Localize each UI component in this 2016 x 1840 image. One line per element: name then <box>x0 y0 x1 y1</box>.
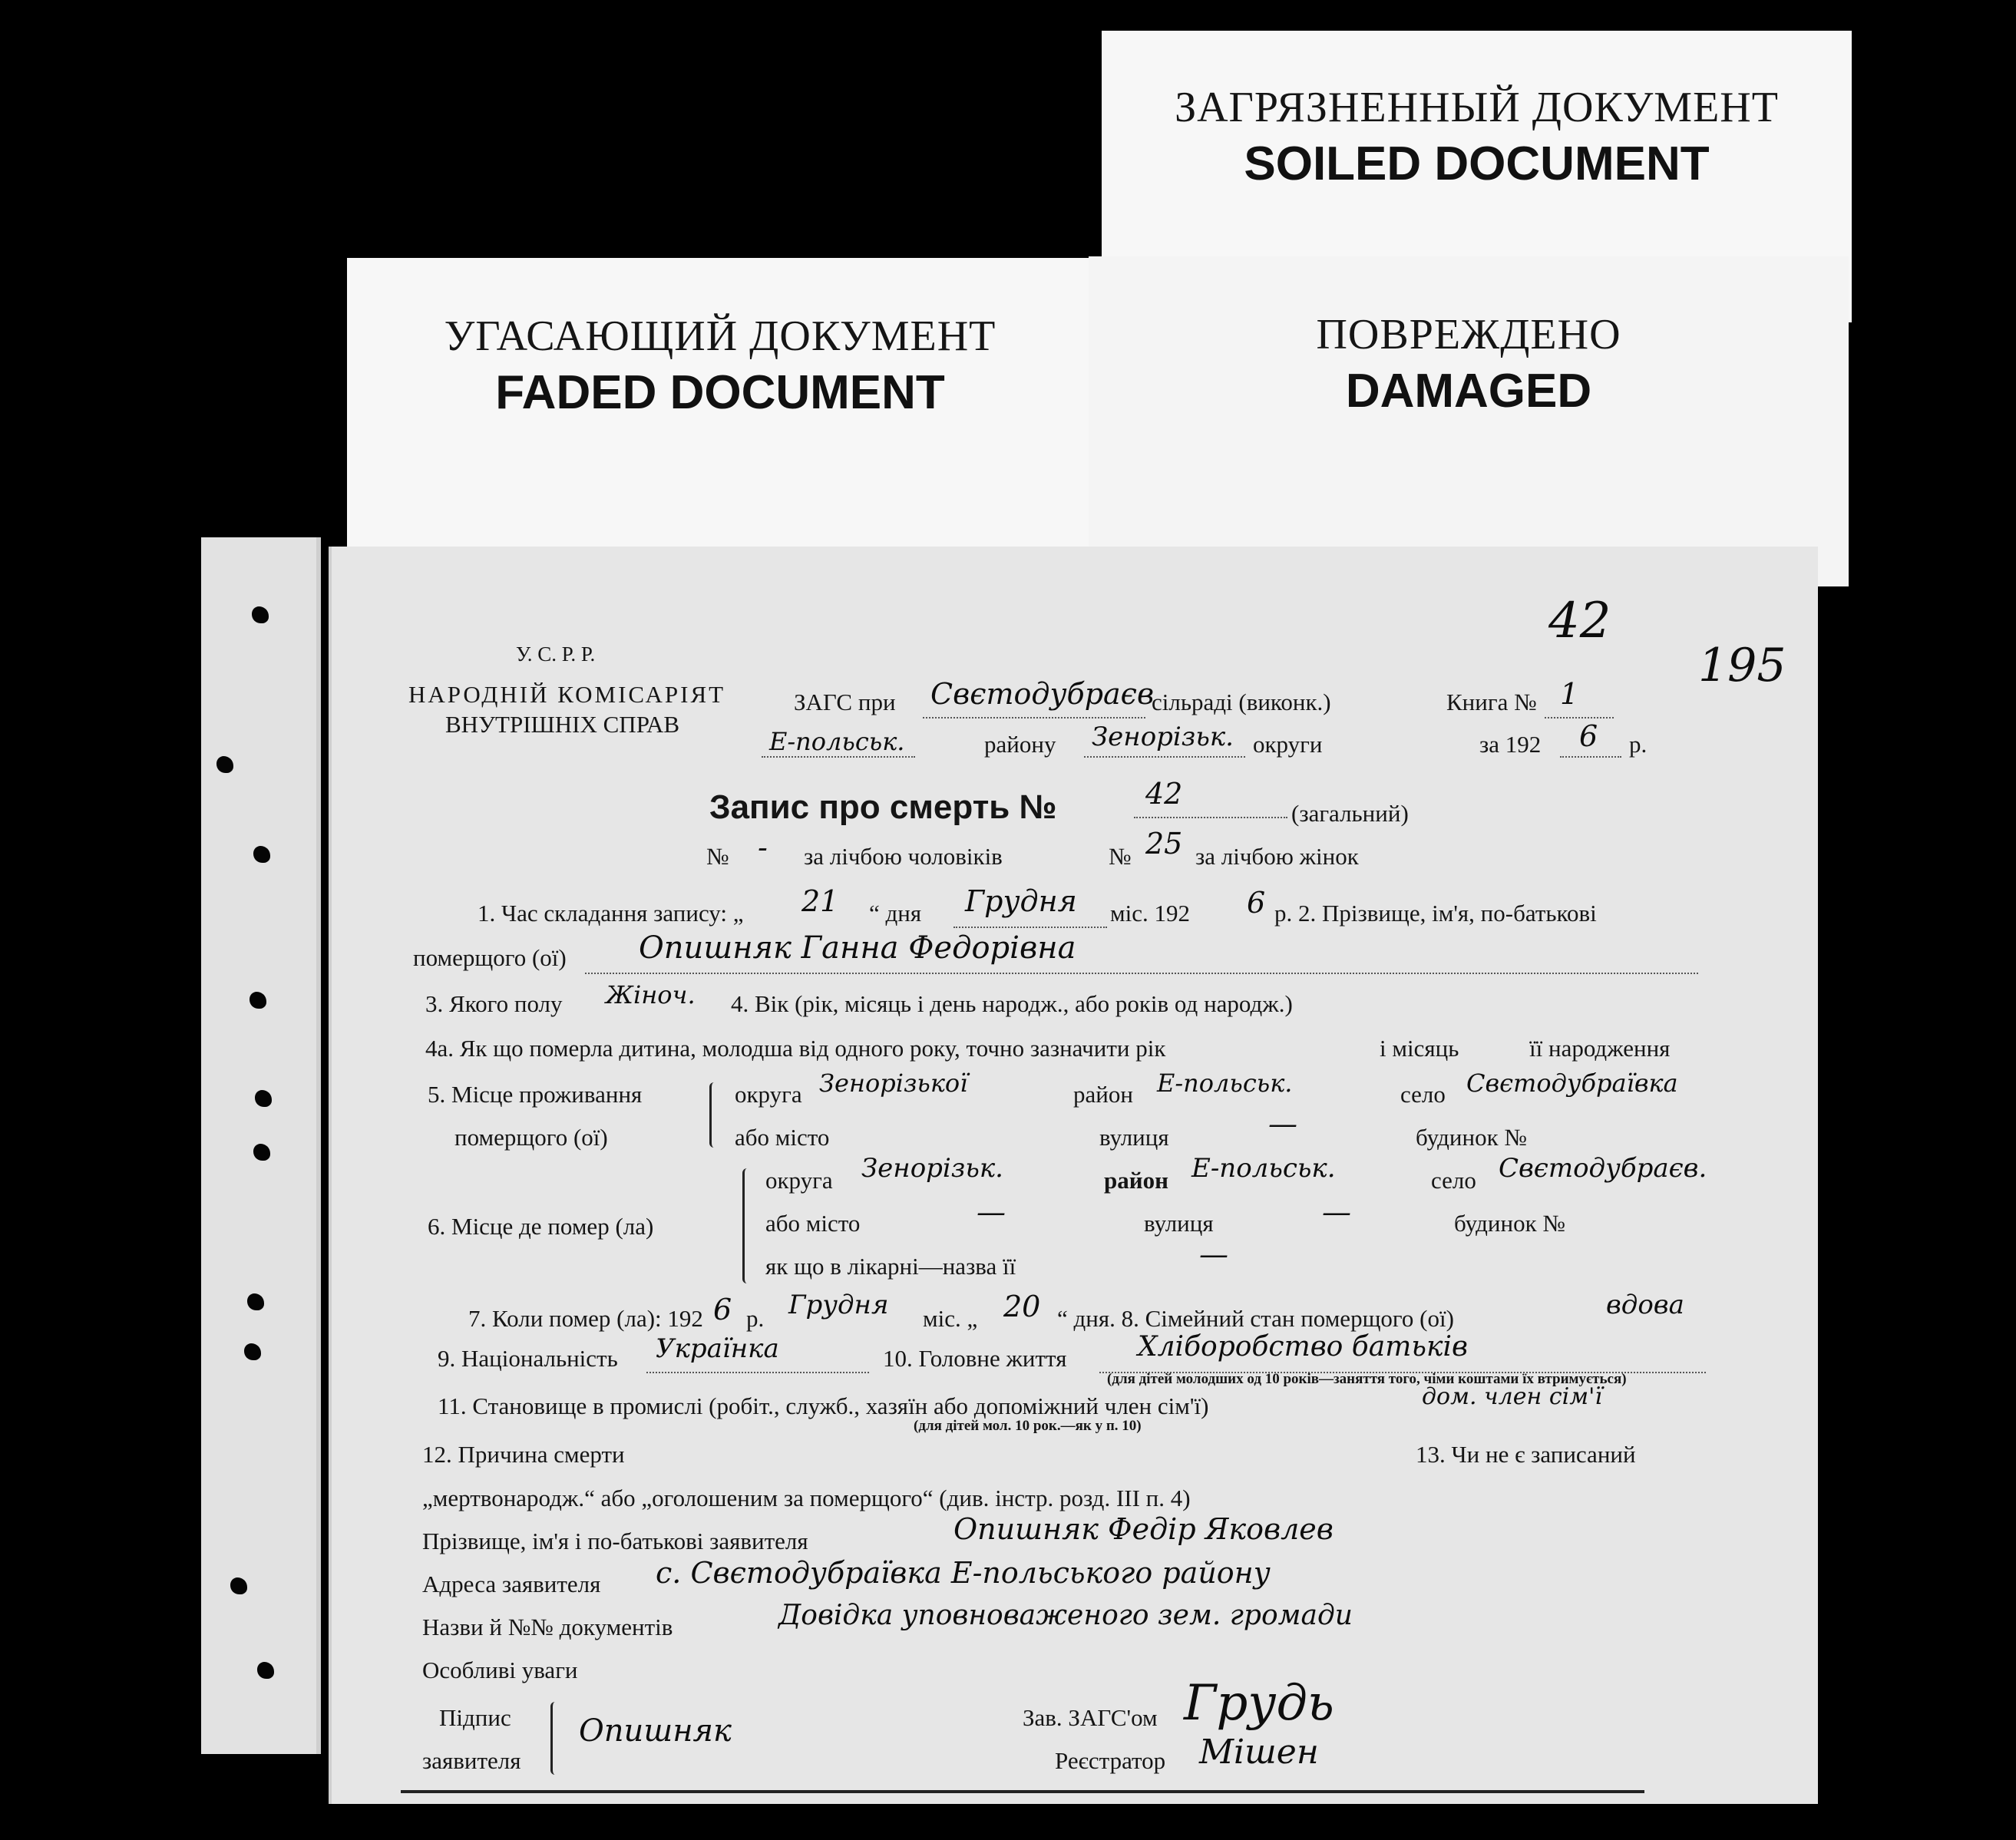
q1-day-value: 21 <box>801 884 839 918</box>
zags-prefix: ЗАГС при <box>794 689 896 715</box>
year-prefix: за 192 <box>1479 731 1542 758</box>
okrug-line <box>1084 756 1245 758</box>
q6-okrug-label: округа <box>765 1167 833 1194</box>
q1-month-value: Грудня <box>965 884 1077 918</box>
death-okrug-value: Зенорізьк. <box>861 1153 1003 1184</box>
zags-head-label: Зав. ЗАГС'ом <box>1023 1704 1158 1731</box>
documents-value: Довідка уповноваженого зем. громади <box>778 1600 1353 1631</box>
female-no-label: № <box>1109 843 1132 870</box>
q1-month-label: міс. 192 <box>1110 900 1190 927</box>
q3-label: 3. Якого полу <box>425 990 563 1017</box>
residence-okrug-value: Зенорізької <box>819 1069 968 1098</box>
q6-hospital-label: як що в лікарні—назва її <box>765 1253 1016 1280</box>
deceased-name-value: Опишняк Ганна Федорівна <box>639 930 1076 966</box>
commissariat-line-1: НАРОДНІЙ КОМІСАРІЯТ <box>408 681 726 708</box>
year-value: 6 <box>1579 719 1598 753</box>
occupation-value: Хліборобство батьків <box>1138 1331 1468 1363</box>
q5-label-1: 5. Місце проживання <box>428 1081 643 1108</box>
q6-label: 6. Місце де помер (ла) <box>428 1213 654 1240</box>
selrada-line <box>923 717 1145 718</box>
residence-raion-value: Е-польськ. <box>1157 1069 1293 1098</box>
punch-hole <box>255 1090 272 1107</box>
q1-label: 1. Час складання запису: „ <box>478 900 744 927</box>
q13-label: 13. Чи не є записаний <box>1416 1441 1636 1468</box>
faded-document-card <box>347 258 1093 565</box>
general-label: (загальний) <box>1291 800 1409 827</box>
okrug-label: округи <box>1253 731 1323 758</box>
applicant-signature: Опишняк <box>579 1713 732 1749</box>
zags-head-signature: Грудь <box>1184 1675 1334 1732</box>
selrada-value: Свєтодубраєв <box>930 677 1155 711</box>
record-number-line <box>1134 817 1287 818</box>
male-no-value: - <box>758 831 768 864</box>
death-month-value: Грудня <box>788 1290 889 1320</box>
q5-okrug-label: округа <box>735 1081 802 1108</box>
q7-label: 7. Коли помер (ла): 192 <box>468 1305 703 1332</box>
q5-city-label: або місто <box>735 1124 830 1151</box>
death-year-value: 6 <box>713 1293 732 1326</box>
okrug-value: Зенорізьк. <box>1092 722 1234 752</box>
sex-value: Жіноч. <box>606 980 696 1009</box>
book-line <box>1545 717 1614 718</box>
q2-label: померщого (ої) <box>413 944 567 971</box>
q6-house-label: будинок № <box>1454 1210 1565 1237</box>
residence-street-value: — <box>1268 1107 1297 1141</box>
q6-village-label: село <box>1431 1167 1476 1194</box>
q6-city-label: або місто <box>765 1210 861 1237</box>
death-raion-value: Е-польськ. <box>1191 1153 1336 1184</box>
raion-line <box>762 756 915 758</box>
q4a-birth-label: її народження <box>1529 1035 1671 1062</box>
raion-label: району <box>984 731 1056 758</box>
q5-label-2: померщого (ої) <box>454 1124 608 1151</box>
punch-hole <box>253 846 270 863</box>
punch-hole <box>257 1662 274 1679</box>
record-title: Запис про смерть № <box>709 788 1057 826</box>
punch-hole <box>247 1293 264 1310</box>
soiled-label-en: SOILED DOCUMENT <box>1244 137 1710 190</box>
applicant-label: Прізвище, ім'я і по-батькові заявителя <box>422 1528 808 1554</box>
signature-label-1: Підпис <box>439 1704 511 1731</box>
deceased-name-line <box>585 973 1698 974</box>
nationality-value: Українка <box>656 1333 779 1364</box>
q4a-month-label: і місяць <box>1380 1035 1459 1062</box>
q4-label: 4. Вік (рік, місяць і день народж., або років од народж.) <box>731 990 1293 1017</box>
punch-hole <box>244 1343 261 1360</box>
registrar-signature: Мішен <box>1199 1733 1319 1772</box>
signature-brace <box>550 1702 560 1775</box>
damaged-document-card <box>1089 256 1849 586</box>
zags-suffix: сільраді (виконк.) <box>1152 689 1331 715</box>
q11-note: (для дітей мол. 10 рок.—як у п. 10) <box>914 1418 1142 1434</box>
q5-village-label: село <box>1400 1081 1446 1108</box>
damaged-label-en: DAMAGED <box>1345 365 1592 418</box>
q12-label: 12. Причина смерти <box>422 1441 625 1468</box>
punch-hole <box>252 606 269 623</box>
q6-street-label: вулиця <box>1144 1210 1214 1237</box>
year-suffix: р. <box>1629 731 1648 758</box>
faded-label-ru: УГАСАЮЩИЙ ДОКУМЕНТ <box>444 312 996 360</box>
nationality-line <box>646 1372 869 1373</box>
address-value: с. Свєтодубраївка Е-польського району <box>656 1556 1271 1590</box>
q5-house-label: будинок № <box>1416 1124 1527 1151</box>
hospital-value: — <box>1199 1237 1228 1271</box>
death-village-value: Свєтодубраєв. <box>1499 1153 1707 1184</box>
marital-status-value: вдова <box>1606 1290 1684 1320</box>
book-label: Книга № <box>1446 689 1537 715</box>
year-line <box>1560 756 1621 758</box>
female-no-value: 25 <box>1145 827 1183 861</box>
page-number: 42 <box>1548 593 1611 649</box>
death-record-form <box>329 547 1818 1804</box>
notes-label: Особливі уваги <box>422 1657 578 1683</box>
q4a-label: 4а. Як що померла дитина, молодша від одного року, точно зазначити рік <box>425 1035 1166 1062</box>
punch-hole <box>253 1144 270 1161</box>
documents-label: Назви й №№ документів <box>422 1614 673 1640</box>
q11-label: 11. Становище в промислі (робіт., служб., хазяїн або допоміжний член сім'ї) <box>438 1392 1209 1419</box>
q10-label: 10. Головне життя <box>883 1345 1067 1372</box>
corner-number: 195 <box>1698 639 1786 692</box>
applicant-value: Опишняк Федір Яковлев <box>953 1512 1334 1546</box>
bottom-rule <box>401 1790 1644 1793</box>
damaged-label-ru: ПОВРЕЖДЕНО <box>1316 311 1621 358</box>
address-label: Адреса заявителя <box>422 1571 601 1597</box>
death-street-value: — <box>1322 1195 1351 1229</box>
q7-r-label: р. <box>746 1305 765 1332</box>
book-value: 1 <box>1560 677 1579 711</box>
residence-village-value: Свєтодубраївка <box>1466 1069 1678 1098</box>
registrar-label: Реєстратор <box>1055 1747 1166 1774</box>
q5-brace <box>709 1082 719 1148</box>
death-day-value: 20 <box>1003 1290 1041 1323</box>
male-count-label: за лічбою чоловіків <box>804 843 1003 870</box>
record-number-value: 42 <box>1145 777 1183 811</box>
q10-note: (для дітей молодших од 10 років—заняття того, чіми коштами їх втримується) <box>1107 1371 1627 1387</box>
female-count-label: за лічбою жінок <box>1195 843 1359 870</box>
punch-hole <box>216 756 233 773</box>
q6-brace <box>742 1168 752 1283</box>
position-value: дом. член сім'ї <box>1422 1383 1602 1410</box>
faded-label-en: FADED DOCUMENT <box>495 366 945 419</box>
ussr-heading: У. С. Р. Р. <box>516 643 596 666</box>
q7-day-label: “ дня. 8. Сімейний стан померщого (ої) <box>1057 1305 1454 1332</box>
q1-rest-label: р. 2. Прізвище, ім'я, по-батькові <box>1274 900 1597 927</box>
commissariat-line-2: ВНУТРІШНІХ СПРАВ <box>445 711 680 738</box>
q1-day-label: “ дня <box>869 900 922 927</box>
q1-year-value: 6 <box>1247 886 1266 920</box>
q7-month-label: міс. „ <box>923 1305 978 1332</box>
q1-month-line <box>953 927 1107 928</box>
male-no-label: № <box>706 843 729 870</box>
death-city-value: — <box>977 1195 1006 1229</box>
q13-label-2: „мертвонародж.“ або „оголошеним за померщого“ (див. інстр. розд. III п. 4) <box>422 1485 1191 1511</box>
q9-label: 9. Національність <box>438 1345 618 1372</box>
q6-raion-label: район <box>1104 1167 1168 1194</box>
q5-street-label: вулиця <box>1099 1124 1169 1151</box>
punch-hole <box>230 1577 247 1594</box>
q5-raion-label: район <box>1073 1081 1133 1108</box>
signature-label-2: заявителя <box>422 1747 521 1774</box>
punch-hole <box>250 992 266 1009</box>
soiled-label-ru: ЗАГРЯЗНЕННЫЙ ДОКУМЕНТ <box>1175 84 1779 131</box>
raion-value: Е-польськ. <box>769 727 905 756</box>
